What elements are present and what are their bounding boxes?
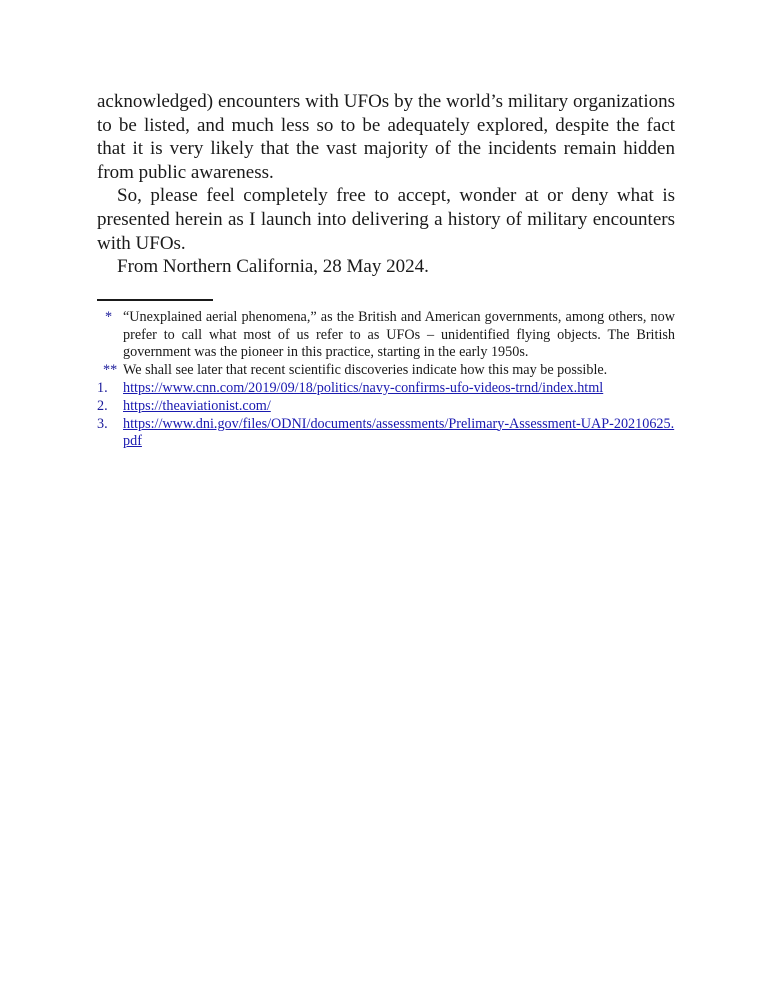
paragraph-signoff: From Northern California, 28 May 2024.	[117, 256, 429, 278]
footnote-star	[97, 309, 675, 362]
footnote-1	[97, 380, 675, 398]
paragraph-invitation: So, please feel completely free to accept, wonder at or deny what is presented herein as I launch into delivering a history of military encounters with UFOs.	[97, 185, 675, 254]
footnote-3	[97, 416, 675, 452]
footnotes	[97, 309, 675, 451]
footnote-link-dni[interactable]: https://www.dni.gov/files/ODNI/documents/assessments/Prelimary-Assessment-UAP-20210625.pdf	[123, 415, 675, 450]
footnote-text: “Unexplained aerial phenomena,” as the British and American governments, among others, now prefer to call what most of us refer to as UFOs – unidentified flying objects. The British government was the pioneer in this practice, starting in the early 1950s.	[123, 308, 675, 361]
footnote-link-cnn[interactable]: https://www.cnn.com/2019/09/18/politics/navy-confirms-ufo-videos-trnd/index.html	[123, 379, 604, 396]
footnote-link-theaviationist[interactable]: https://theaviationist.com/	[123, 397, 271, 414]
footnote-2	[97, 398, 675, 416]
footnote-separator	[97, 299, 213, 301]
footnote-double-star	[97, 362, 675, 380]
footnote-marker: *	[105, 308, 113, 325]
body-text	[97, 90, 675, 279]
footnote-marker: 3.	[97, 415, 108, 432]
paragraph-continuation: acknowledged) encounters with UFOs by the world’s military organizations to be listed, and much less so to be adequately explored, despite the fact that it is very likely that the vast majority of the incidents remain hidden from public awareness.	[97, 91, 675, 183]
footnote-marker: **	[103, 362, 118, 379]
footnote-text: We shall see later that recent scientific discoveries indicate how this may be possible.	[123, 362, 608, 379]
footnote-marker: 2.	[97, 397, 108, 414]
footnote-marker: 1.	[97, 379, 108, 396]
document-page	[97, 90, 675, 451]
